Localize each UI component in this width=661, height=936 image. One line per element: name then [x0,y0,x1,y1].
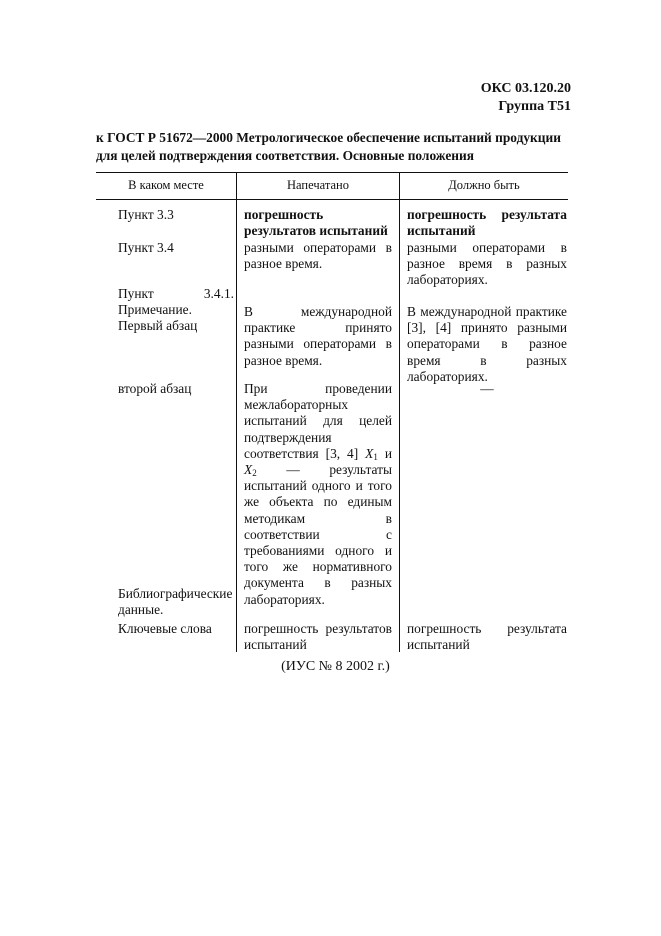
row-4-sub1: 1 [373,451,378,462]
row-2-should: разными операторами в разное время в разных лабораториях. [407,240,567,288]
group-code: Группа Т51 [498,99,571,114]
footer-source: (ИУС № 8 2002 г.) [281,659,390,674]
table-divider-2 [399,172,400,652]
row-5-where: Библиографические данные. [118,586,233,618]
row-4-should: — [480,381,494,396]
row-4-printed-part2: — результаты испытаний одного и того же объекта по единым методикам в соответствии с требованиями одного и того же нормативного документа в разных лабораториях. [244,462,392,607]
row-3-should: В международной практике [3], [4] принято разными операторами в разное время в разных лабораториях. [407,304,567,384]
row-6-printed: погрешность результатов испытаний [244,621,392,653]
row-4-sub2: 2 [252,468,257,479]
column-header-should: Должно быть [448,178,520,192]
row-3-where: Пункт 3.4.1. Примечание. Первый абзац [118,286,234,334]
document-title: к ГОСТ Р 51672—2000 Метрологическое обеспечение испытаний продукции для целей подтверждения соответствия. Основные положения [96,130,561,163]
row-6-where: Ключевые слова [118,621,212,636]
row-2-printed: разными операторами в разное время. [244,240,392,272]
row-1-where: Пункт 3.3 [118,207,174,222]
row-4-printed-part1: При проведении межлабораторных испытаний для целей подтверждения соответствия [3, 4] [244,381,392,461]
row-4-x2: X [244,462,253,478]
row-1-should: погрешность результата испытаний [407,207,567,239]
table-top-rule [96,172,568,173]
table-header-rule [96,199,568,200]
row-2-where: Пункт 3.4 [118,240,174,255]
table-divider-1 [236,172,237,652]
row-1-printed: погрешность результатов испытаний [244,207,388,239]
oks-code: ОКС 03.120.20 [480,81,571,96]
row-4-where: второй абзац [118,381,192,396]
row-4-and: и [384,445,392,461]
column-header-where: В каком месте [128,178,204,192]
row-6-should: погрешность результата испытаний [407,621,567,653]
row-4-printed [244,381,392,608]
row-4-x1: X [365,445,374,461]
column-header-printed: Напечатано [287,178,349,192]
row-3-printed: В международной практике принято разными операторами в разное время. [244,304,392,368]
